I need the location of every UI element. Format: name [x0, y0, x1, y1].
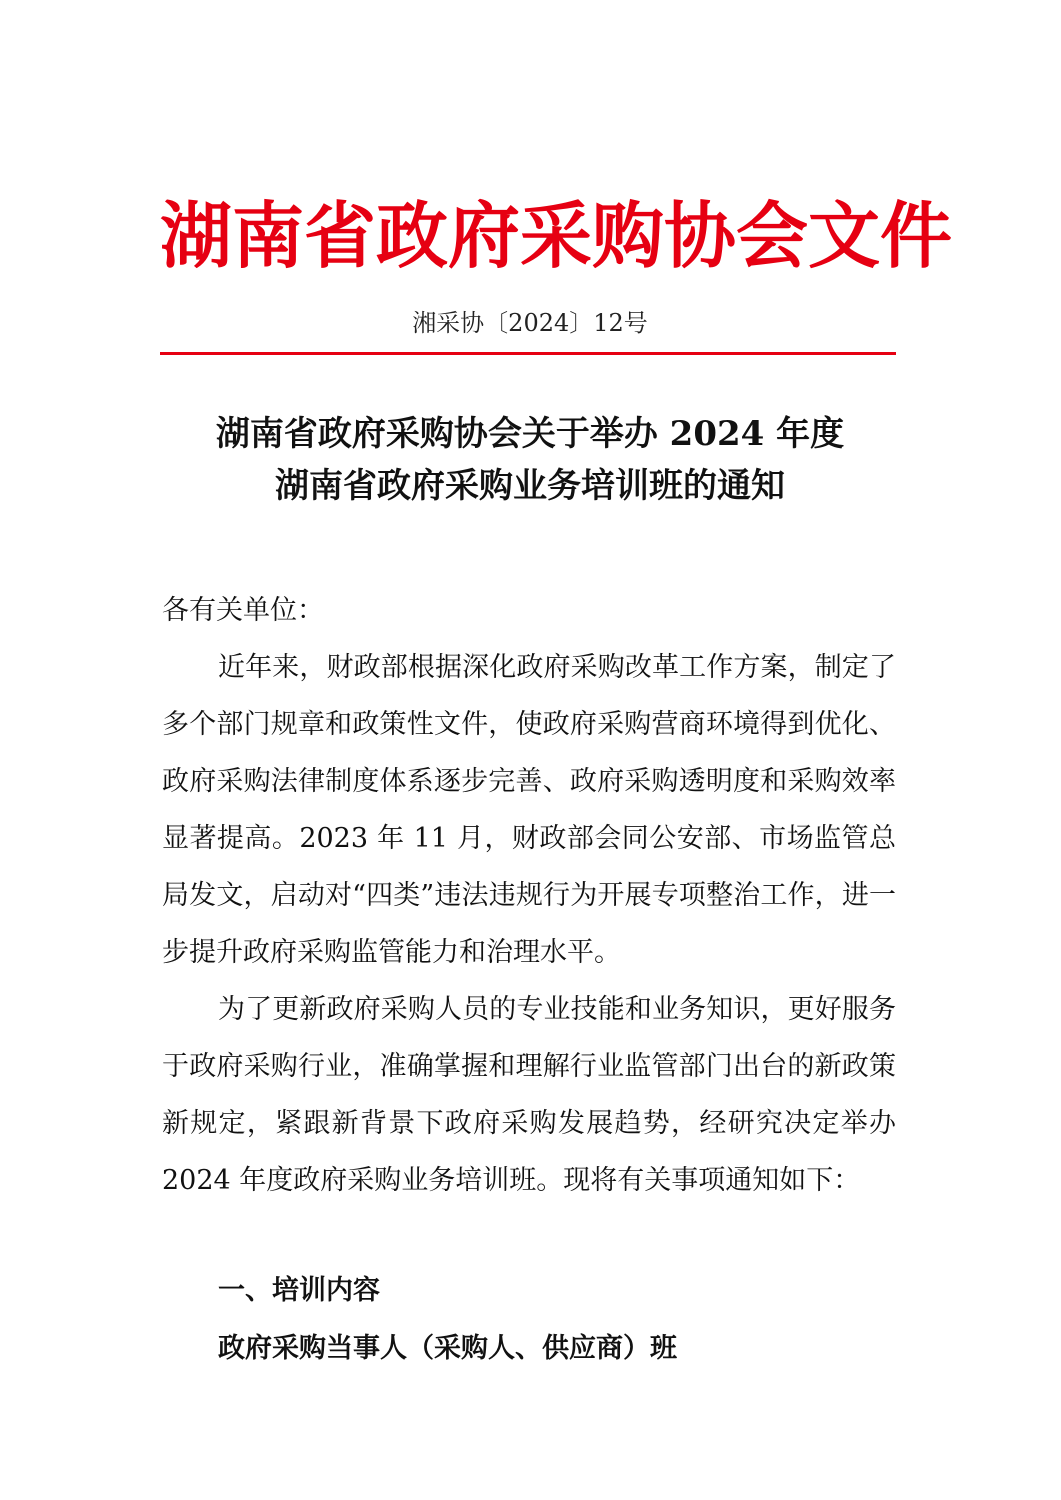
body-paragraph-1: 近年来，财政部根据深化政府采购改革工作方案，制定了多个部门规章和政策性文件，使政府采购营商环境得到优化、政府采购法律制度体系逐步完善、政府采购透明度和采购效率显著提高。2023 年 11 月，财政部会同公安部、市场监管总局发文，启动对“四类”违法违规行为开展专项整治工作，进一步提升政府采购监管能力和治理水平。 [162, 652, 896, 968]
section-heading-training-content: 一、培训内容 [218, 1275, 380, 1306]
red-divider-line [160, 352, 896, 355]
body-paragraph-2: 为了更新政府采购人员的专业技能和业务知识，更好服务于政府采购行业，准确掌握和理解行业监管部门出台的新政策新规定，紧跟新背景下政府采购发展趋势，经研究决定举办 2024 年度政府采购业务培训班。现将有关事项通知如下： [162, 994, 896, 1196]
title-line-1: 湖南省政府采购协会关于举办 2024 年度 [215, 414, 845, 454]
document-body [162, 582, 896, 1209]
document-number: 湘采协〔2024〕12号 [412, 309, 648, 337]
salutation: 各有关单位： [162, 595, 324, 626]
subheading-procurement-parties-class: 政府采购当事人（采购人、供应商）班 [218, 1333, 677, 1364]
title-line-2: 湖南省政府采购业务培训班的通知 [275, 466, 785, 506]
document-title [120, 408, 940, 512]
document-masthead: 湖南省政府采购协会文件 [160, 193, 953, 278]
